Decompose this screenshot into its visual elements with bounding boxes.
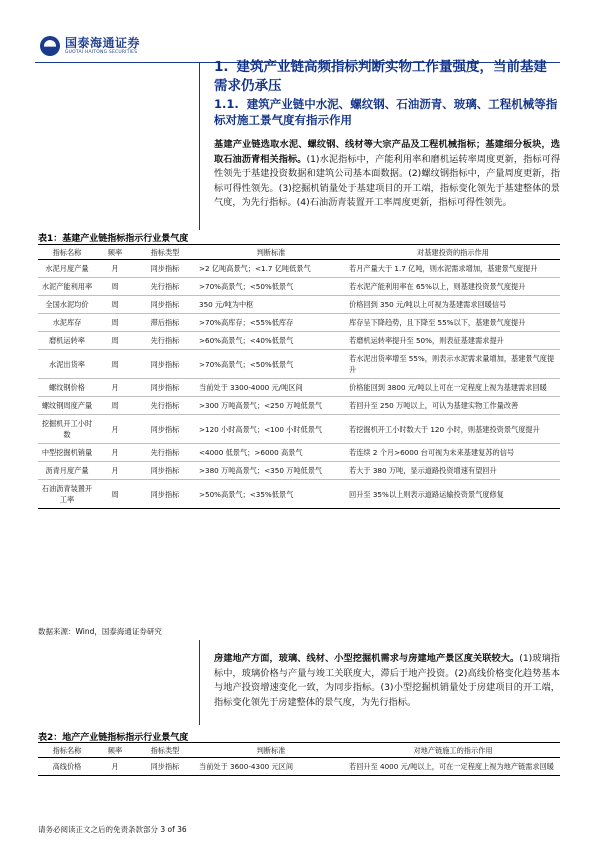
data-source: 数据来源：Wind，国泰海通证券研究 <box>38 627 162 636</box>
column-header-indicator-type: 指标类型 <box>134 743 196 758</box>
margin-divider-lower <box>199 640 200 725</box>
cell-frequency: 周 <box>96 350 134 379</box>
cell-implication: 若回升至 4000 元/吨以上，可在一定程度上视为地产链需求回暖 <box>346 758 560 776</box>
cell-frequency: 周 <box>96 480 134 509</box>
cell-criteria: 350 元/吨为中枢 <box>196 296 346 314</box>
cell-indicator-name: 水泥月度产量 <box>38 260 96 278</box>
cell-indicator-type: 同步指标 <box>134 260 196 278</box>
cell-implication: 库存呈下降趋势，且下降至 55%以下，基建景气度提升 <box>346 314 560 332</box>
company-logo <box>40 34 140 58</box>
cell-criteria: >2 亿吨高景气；<1.7 亿吨低景气 <box>196 260 346 278</box>
cell-indicator-name: 螺纹钢价格 <box>38 379 96 397</box>
section-title: 建筑产业链高频指标判断实物工作量强度，当前基建需求仍承压 <box>214 59 548 94</box>
column-header-frequency: 频率 <box>96 743 134 758</box>
cell-frequency: 周 <box>96 397 134 415</box>
cell-frequency: 周 <box>96 332 134 350</box>
cell-indicator-name: 高线价格 <box>38 758 96 776</box>
infrastructure-indicator-table <box>38 244 560 509</box>
real-estate-indicator-table <box>38 742 560 776</box>
cell-implication: 若挖掘机开工小时数大于 120 小时，则基建投资景气度提升 <box>346 415 560 444</box>
cell-indicator-type: 先行指标 <box>134 444 196 462</box>
cell-frequency: 月 <box>96 444 134 462</box>
cell-indicator-type: 同步指标 <box>134 758 196 776</box>
cell-indicator-name: 磨机运转率 <box>38 332 96 350</box>
cell-indicator-type: 同步指标 <box>134 462 196 480</box>
cell-frequency: 月 <box>96 758 134 776</box>
cell-criteria: >380 万吨高景气；<350 万吨低景气 <box>196 462 346 480</box>
cell-criteria: >300 万吨高景气；<250 万吨低景气 <box>196 397 346 415</box>
cell-criteria: 当前处于 3600-4300 元区间 <box>196 758 346 776</box>
table-row <box>38 415 560 444</box>
cell-criteria: >50%高景气；<35%低景气 <box>196 480 346 509</box>
table-caption: 表2：地产产业链指标指示行业景气度 <box>38 733 189 743</box>
cell-implication: 若连续 2 个月>6000 台可视为未来基建复苏的信号 <box>346 444 560 462</box>
cell-frequency: 周 <box>96 314 134 332</box>
cell-indicator-name: 石油沥青装置开工率 <box>38 480 96 509</box>
cell-indicator-name: 水泥出货率 <box>38 350 96 379</box>
column-header-criteria: 判断标准 <box>196 245 346 260</box>
cell-frequency: 周 <box>96 278 134 296</box>
cell-indicator-name: 水泥产能利用率 <box>38 278 96 296</box>
cell-frequency: 月 <box>96 379 134 397</box>
cell-indicator-name: 沥青月度产量 <box>38 462 96 480</box>
paragraph-real-estate <box>214 652 560 710</box>
cell-implication: 价格回到 350 元/吨以上可视为基建需求回暖信号 <box>346 296 560 314</box>
table-row <box>38 444 560 462</box>
cell-frequency: 周 <box>96 296 134 314</box>
column-header-criteria: 判断标准 <box>196 743 346 758</box>
logo-english-name: GUOTAI HAITONG SECURITIES <box>65 50 138 55</box>
paragraph-lead: 基建产业链选取水泥、螺纹钢、线材等大宗产品及工程机械指标；基建细分板块，选取石油沥青相关指标。 <box>214 139 560 165</box>
cell-criteria: >70%高景气；<50%低景气 <box>196 278 346 296</box>
cell-implication: 若回升至 250 万吨以上，可认为基建实物工作量改善 <box>346 397 560 415</box>
logo-emblem-icon <box>40 36 60 56</box>
cell-indicator-type: 先行指标 <box>134 332 196 350</box>
cell-implication: 若大于 380 万吨，显示道路投资增速有望回升 <box>346 462 560 480</box>
cell-indicator-type: 同步指标 <box>134 480 196 509</box>
column-header-indicator-name: 指标名称 <box>38 743 96 758</box>
cell-indicator-name: 全国水泥均价 <box>38 296 96 314</box>
cell-indicator-type: 同步指标 <box>134 296 196 314</box>
cell-indicator-type: 同步指标 <box>134 415 196 444</box>
cell-criteria: >120 小时高景气；<100 小时低景气 <box>196 415 346 444</box>
cell-criteria: >70%高景气；<50%低景气 <box>196 350 346 379</box>
cell-criteria: <4000 低景气；>6000 高景气 <box>196 444 346 462</box>
table-row <box>38 296 560 314</box>
table-header-row <box>38 245 560 260</box>
cell-frequency: 月 <box>96 415 134 444</box>
table-header-row <box>38 743 560 758</box>
table-row <box>38 397 560 415</box>
cell-frequency: 月 <box>96 260 134 278</box>
cell-indicator-type: 先行指标 <box>134 397 196 415</box>
column-header-indicator-type: 指标类型 <box>134 245 196 260</box>
page-footer: 请务必阅读正文之后的免责条款部分 3 of 36 <box>38 825 187 834</box>
cell-frequency: 月 <box>96 462 134 480</box>
table-row <box>38 332 560 350</box>
column-header-implication: 对地产链施工的指示作用 <box>346 743 560 758</box>
table-row <box>38 350 560 379</box>
cell-indicator-type: 同步指标 <box>134 379 196 397</box>
cell-criteria: 当前处于 3300-4000 元/吨区间 <box>196 379 346 397</box>
table-row <box>38 758 560 776</box>
cell-criteria: >60%高景气；<40%低景气 <box>196 332 346 350</box>
subsection-title: 建筑产业链中水泥、螺纹钢、石油沥青、玻璃、工程机械等指标对施工景气度有指示作用 <box>214 97 558 127</box>
cell-implication: 回升至 35%以上则表示道路运输投资景气度修复 <box>346 480 560 509</box>
subsection-number: 1.1. <box>214 97 239 111</box>
table-row <box>38 278 560 296</box>
cell-implication: 价格能回到 3800 元/吨以上可在一定程度上视为基建需求回暖 <box>346 379 560 397</box>
column-header-implication: 对基建投资的指示作用 <box>346 245 560 260</box>
cell-indicator-type: 同步指标 <box>134 350 196 379</box>
column-header-frequency: 频率 <box>96 245 134 260</box>
margin-divider <box>199 62 200 230</box>
section-number: 1. <box>214 59 229 75</box>
cell-indicator-name: 水泥库存 <box>38 314 96 332</box>
paragraph-body: (1)玻璃指标中，玻璃价格与产量与竣工关联度大，滞后于地产投资。(2)高线价格变化趋势基本与地产投资增速变化一致，为同步指标。(3)小型挖掘机销量处于房建项目的开工端，指标变化领先于房建整体的景气度，为先行指标。 <box>214 653 560 708</box>
paragraph-lead: 房建地产方面，玻璃、线材、小型挖掘机需求与房建地产景区度关联较大。 <box>214 653 520 664</box>
cell-indicator-type: 滞后指标 <box>134 314 196 332</box>
cell-indicator-name: 螺纹钢周度产量 <box>38 397 96 415</box>
cell-implication: 若磨机运转率提升至 50%，则表征基建需求提升 <box>346 332 560 350</box>
paragraph-infrastructure <box>214 138 560 211</box>
table-caption: 表1：基建产业链指标指示行业景气度 <box>38 234 189 244</box>
table-row <box>38 480 560 509</box>
logo-chinese-name: 国泰海通证券 <box>65 36 141 50</box>
cell-criteria: >70%高库存；<55%低库存 <box>196 314 346 332</box>
cell-implication: 若月产量大于 1.7 亿吨，则水泥需求增加，基建景气度提升 <box>346 260 560 278</box>
cell-indicator-name: 中型挖掘机销量 <box>38 444 96 462</box>
column-header-indicator-name: 指标名称 <box>38 245 96 260</box>
cell-implication: 若水泥出货率增至 55%，则表示水泥需求量增加，基建景气度提升 <box>346 350 560 379</box>
table-row <box>38 260 560 278</box>
cell-indicator-name: 挖掘机开工小时数 <box>38 415 96 444</box>
paragraph-body: (1)水泥指标中，产能利用率和磨机运转率周度更新，指标可得性领先于基建投资数据和建筑公司基本面数据。(2)螺纹钢指标中，产量周度更新，指标可得性领先。(3)挖掘机销量处于基建项目的开工端，指标变化领先于基建整体的景气度，为先行指标。(4)石油沥青装置开工率周度更新，指标可得性领先。 <box>214 153 561 209</box>
cell-implication: 若水泥产能利用率在 65%以上，则基建投资景气度提升 <box>346 278 560 296</box>
table-row <box>38 379 560 397</box>
cell-indicator-type: 先行指标 <box>134 278 196 296</box>
table-row <box>38 462 560 480</box>
table-row <box>38 314 560 332</box>
subsection-heading <box>214 96 560 128</box>
section-heading <box>214 58 560 96</box>
